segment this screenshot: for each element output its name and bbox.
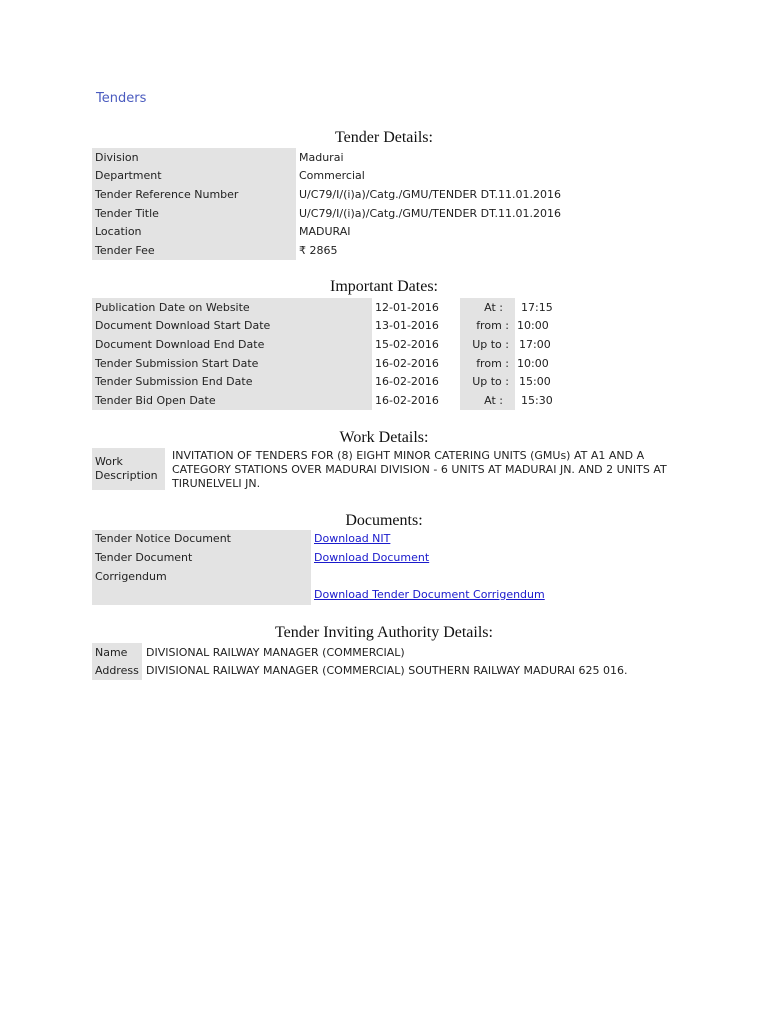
time-value: 15:00 xyxy=(519,375,551,389)
date-value: 13-01-2016 xyxy=(375,319,439,333)
time-tag: At : xyxy=(460,391,515,410)
tender-title-value: U/C79/I/(i)a)/Catg./GMU/TENDER DT.11.01.2016 xyxy=(299,206,561,220)
authority-name-label: Name xyxy=(92,643,142,662)
authority-name-value: DIVISIONAL RAILWAY MANAGER (COMMERCIAL) xyxy=(146,645,405,659)
important-dates-title: Important Dates: xyxy=(330,278,438,295)
date-label: Document Download End Date xyxy=(92,335,372,354)
page-heading: Tenders xyxy=(96,91,147,106)
work-label-line2: Description xyxy=(95,469,158,482)
authority-address-value: DIVISIONAL RAILWAY MANAGER (COMMERCIAL) SOUTHERN RAILWAY MADURAI 625 016. xyxy=(146,664,628,678)
date-value: 15-02-2016 xyxy=(375,337,439,351)
tender-fee-label: Tender Fee xyxy=(92,241,296,260)
table-row xyxy=(92,148,564,167)
time-tag: At : xyxy=(460,298,515,317)
date-label: Tender Bid Open Date xyxy=(92,391,372,410)
work-description-label xyxy=(92,448,165,490)
time-tag: from : xyxy=(460,317,515,336)
authority-table xyxy=(92,643,630,680)
table-row xyxy=(92,298,556,317)
tender-title-label: Tender Title xyxy=(92,204,296,223)
tender-notice-label: Tender Notice Document xyxy=(95,532,231,545)
table-row xyxy=(92,372,556,391)
time-value: 15:30 xyxy=(521,393,553,407)
table-row xyxy=(92,391,556,410)
time-value: 17:00 xyxy=(519,337,551,351)
corrigendum-label: Corrigendum xyxy=(95,570,167,583)
tender-reference-value: U/C79/I/(i)a)/Catg./GMU/TENDER DT.11.01.2016 xyxy=(299,187,561,201)
time-tag: Up to : xyxy=(460,335,515,354)
date-value: 16-02-2016 xyxy=(375,393,439,407)
tender-details-table xyxy=(92,148,564,260)
time-value: 10:00 xyxy=(517,356,549,370)
table-row xyxy=(92,204,564,223)
table-row xyxy=(92,222,564,241)
department-label: Department xyxy=(92,167,296,186)
table-row xyxy=(92,335,556,354)
important-dates-table xyxy=(92,298,556,410)
date-label: Document Download Start Date xyxy=(92,317,372,336)
download-nit-link[interactable]: Download NIT xyxy=(314,532,391,545)
table-row xyxy=(92,241,564,260)
rupee-icon: ₹ xyxy=(299,243,306,257)
tender-fee-amount: 2865 xyxy=(309,243,338,257)
date-label: Tender Submission Start Date xyxy=(92,354,372,373)
download-corrigendum-link[interactable]: Download Tender Document Corrigendum xyxy=(314,588,545,601)
table-row xyxy=(92,185,564,204)
work-label-line1: Work xyxy=(95,455,123,468)
division-label: Division xyxy=(92,148,296,167)
tender-reference-label: Tender Reference Number xyxy=(92,185,296,204)
table-row xyxy=(92,317,556,336)
date-value: 16-02-2016 xyxy=(375,356,439,370)
table-row xyxy=(92,167,564,186)
work-description-value xyxy=(172,449,667,491)
date-value: 12-01-2016 xyxy=(375,300,439,314)
time-tag: from : xyxy=(460,354,515,373)
date-label: Tender Submission End Date xyxy=(92,372,372,391)
download-document-link[interactable]: Download Document xyxy=(314,551,430,564)
table-row xyxy=(92,354,556,373)
time-value: 17:15 xyxy=(521,300,553,314)
table-row xyxy=(92,643,630,662)
tender-fee-value xyxy=(296,241,564,260)
tender-document-label: Tender Document xyxy=(95,551,193,564)
work-details-title: Work Details: xyxy=(339,429,429,446)
department-value: Commercial xyxy=(299,169,365,183)
location-value: MADURAI xyxy=(299,225,351,239)
table-row xyxy=(92,662,630,681)
authority-title: Tender Inviting Authority Details: xyxy=(275,624,493,641)
date-label: Publication Date on Website xyxy=(92,298,372,317)
work-description-line1: INVITATION OF TENDERS FOR (8) EIGHT MINOR CATERING UNITS (GMUs) AT A1 AND A xyxy=(172,449,645,462)
date-value: 16-02-2016 xyxy=(375,375,439,389)
work-description-line3: TIRUNELVELI JN. xyxy=(172,477,261,490)
time-value: 10:00 xyxy=(517,319,549,333)
authority-address-label: Address xyxy=(92,662,142,681)
time-tag: Up to : xyxy=(460,372,515,391)
documents-title: Documents: xyxy=(345,512,423,529)
division-value: Madurai xyxy=(299,150,344,164)
work-description-line2: CATEGORY STATIONS OVER MADURAI DIVISION - 6 UNITS AT MADURAI JN. AND 2 UNITS AT xyxy=(172,463,667,476)
tender-details-title: Tender Details: xyxy=(335,129,433,146)
location-label: Location xyxy=(92,222,296,241)
